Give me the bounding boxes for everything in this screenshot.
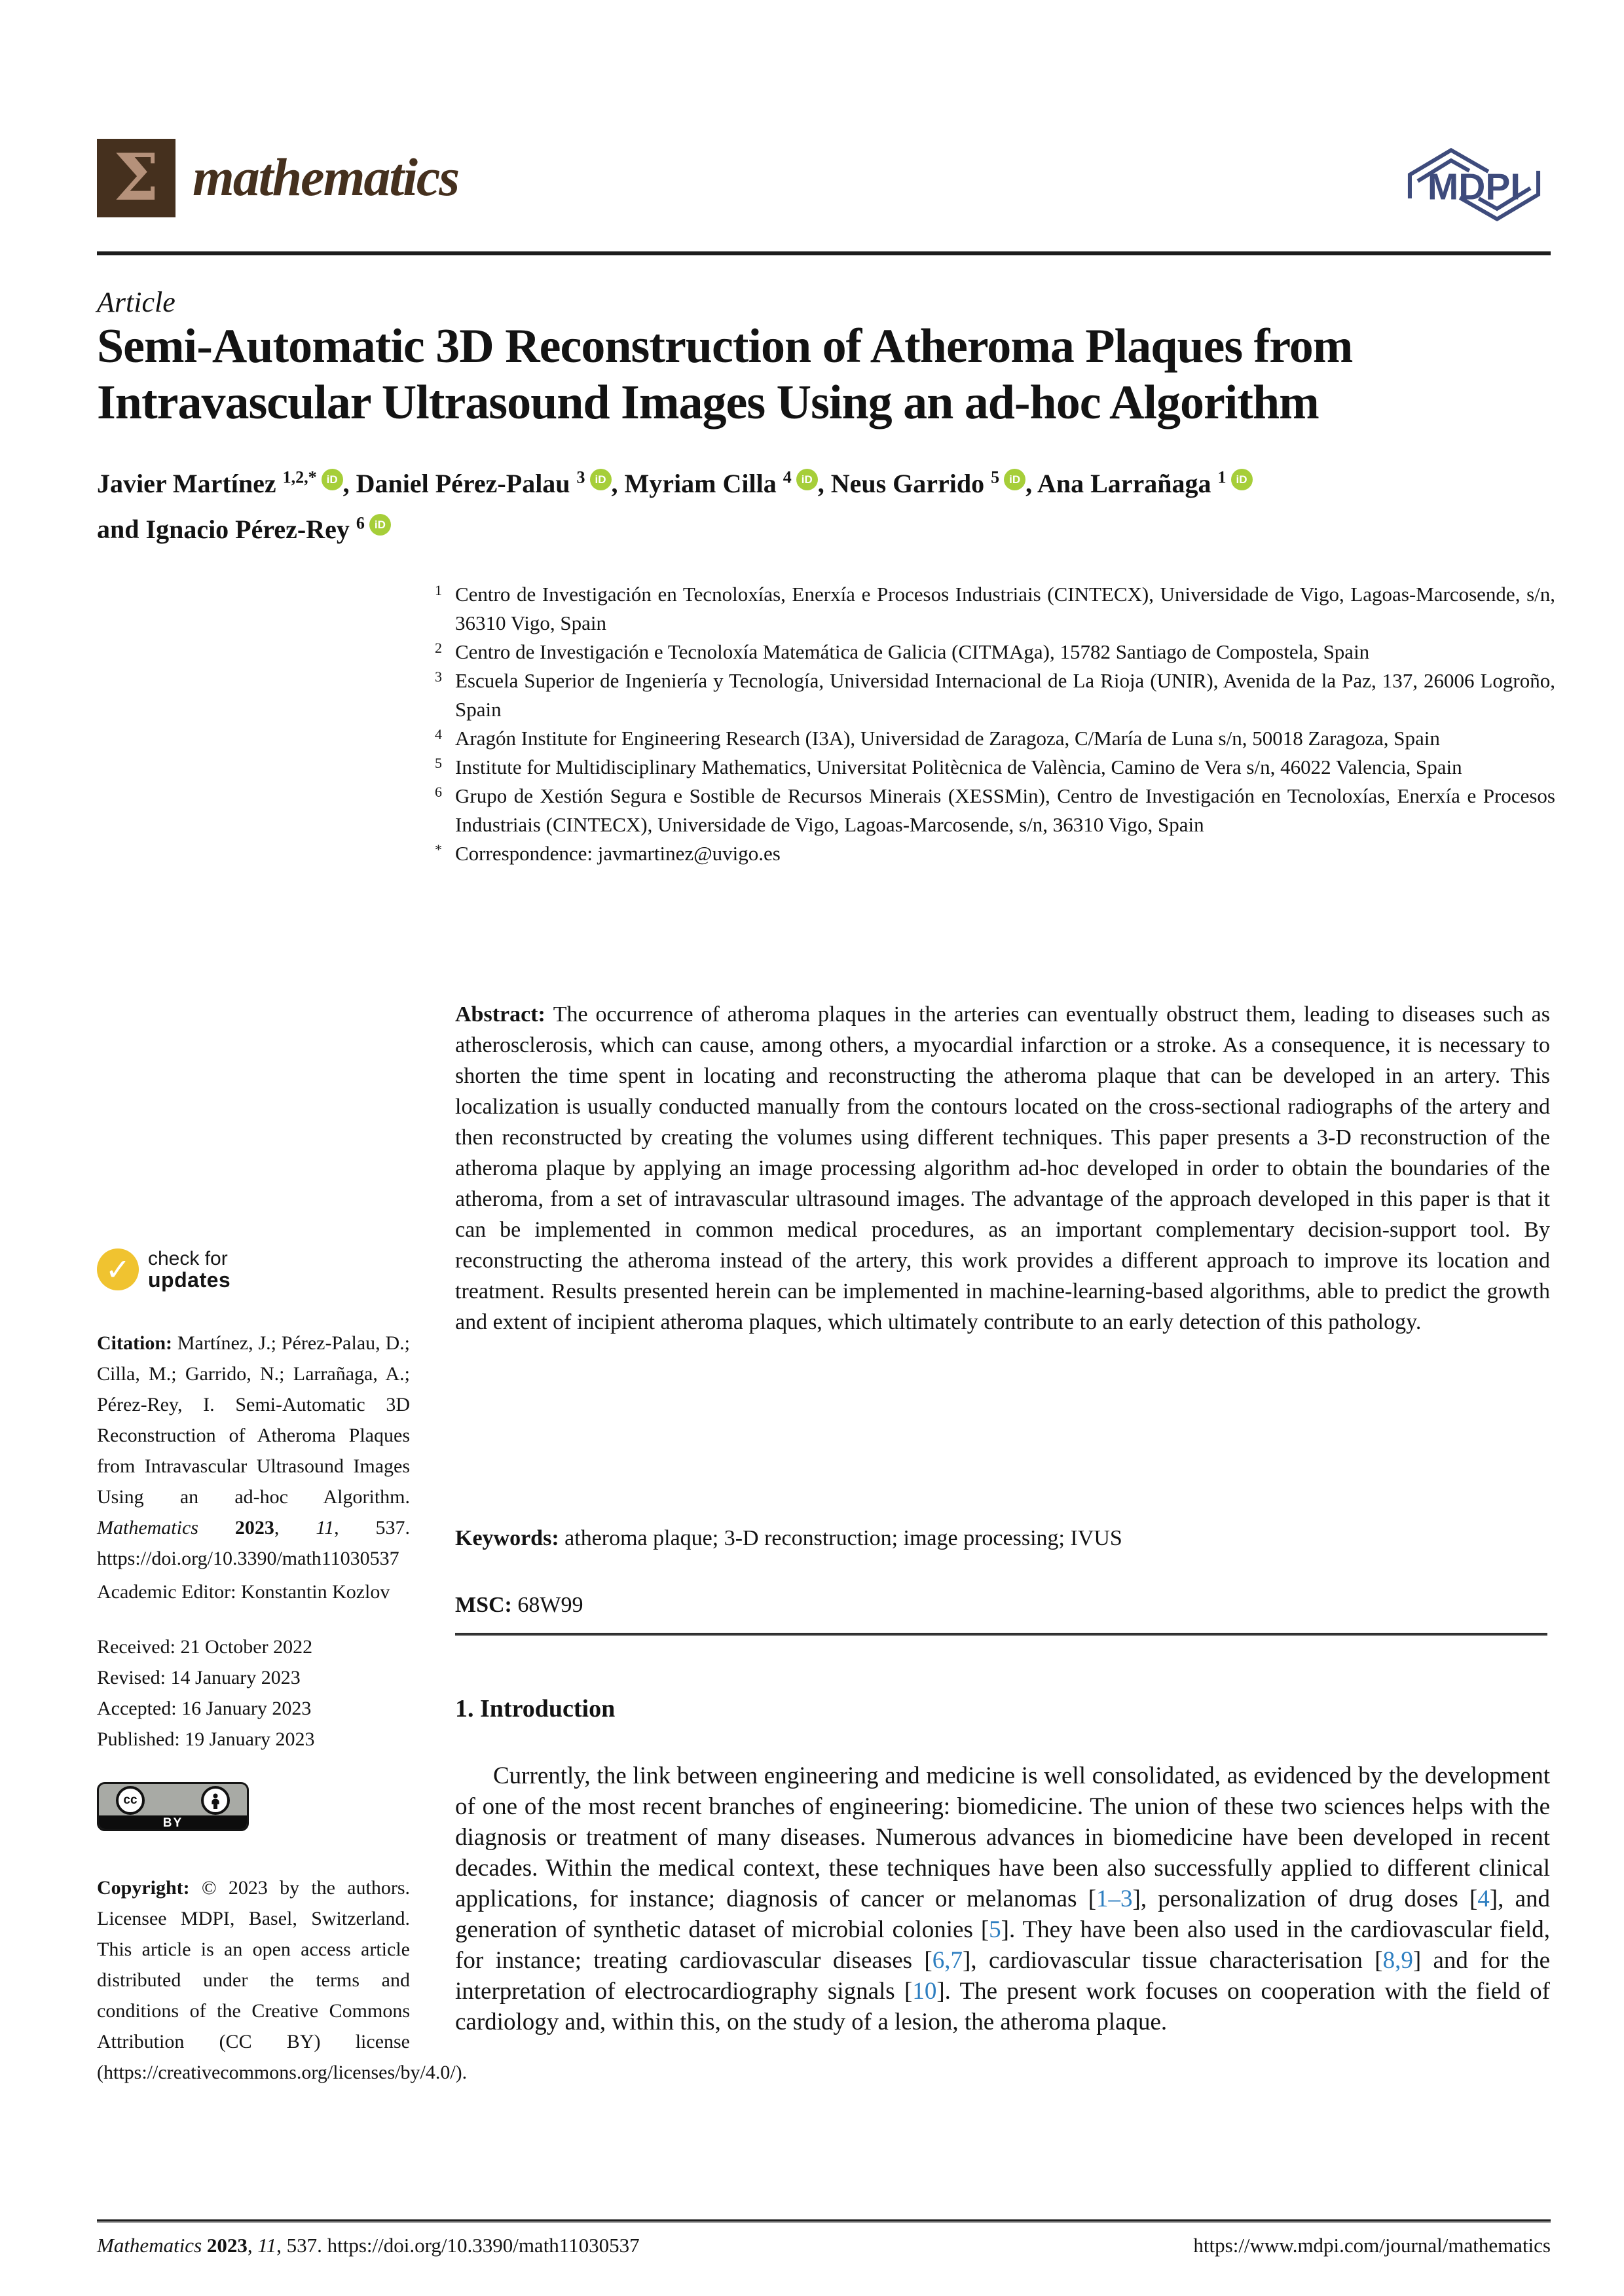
affiliation-number: 1: [435, 582, 442, 598]
revised-date: Revised: 14 January 2023: [97, 1667, 301, 1688]
citation-ref[interactable]: 8,9: [1382, 1947, 1413, 1974]
author-line-2: [97, 503, 1564, 549]
cc-by-label: BY: [99, 1815, 247, 1831]
author-affil-sup: 3: [576, 468, 585, 487]
author: [625, 469, 831, 498]
footer-sep: ,: [247, 2234, 258, 2257]
received-date: Received: 21 October 2022: [97, 1636, 313, 1658]
msc-text: 68W99: [517, 1593, 583, 1617]
intro-text: ], and generation of synthetic dataset of microbial colonies [: [455, 1886, 1550, 1943]
author: [97, 469, 356, 498]
correspondence-label: Correspondence:: [455, 842, 598, 865]
correspondence-text: [455, 839, 1555, 868]
msc: [455, 1590, 1550, 1620]
citation-ref[interactable]: 1–3: [1096, 1886, 1133, 1912]
affiliation-number: 5: [435, 755, 442, 771]
abstract: [455, 999, 1550, 1338]
footer: [97, 2234, 1551, 2257]
correspondence-row: [393, 839, 1555, 868]
footer-volume: 11: [257, 2234, 277, 2257]
abstract-label: Abstract:: [455, 1002, 553, 1027]
author: [831, 469, 1037, 498]
author-affil-sup: 5: [991, 468, 1000, 487]
affiliation-row: [393, 724, 1555, 753]
sigma-icon: Σ: [113, 140, 159, 215]
accepted-date: Accepted: 16 January 2023: [97, 1698, 312, 1719]
citation-ref[interactable]: 6,7: [932, 1947, 963, 1974]
academic-editor: Academic Editor: Konstantin Kozlov: [97, 1581, 390, 1603]
keywords-label: Keywords:: [455, 1526, 565, 1550]
check-for-updates-badge[interactable]: [97, 1248, 231, 1291]
intro-text: ]. They have been also used in the cardiovascular field, for instance; treating cardiovascular diseases [: [455, 1916, 1550, 1974]
affiliation-text: Centro de Investigación en Tecnoloxías, Enerxía e Procesos Industriais (CINTECX), Universidade de Vigo, Lagoas-Marcosende, s/n, 36310 Vigo, Spain: [455, 583, 1555, 634]
footer-citation[interactable]: [97, 2234, 640, 2257]
check-icon: ✓: [97, 1248, 139, 1290]
footer-doi: , 537. https://doi.org/10.3390/math11030537: [276, 2234, 640, 2257]
affiliation-text: Grupo de Xestión Segura e Sostible de Recursos Minerais (XESSMin), Centro de Investigación en Tecnoloxías, Enerxía e Procesos Industriais (CINTECX), Universidade de Vigo, Lagoas-Marcosende, s/n, 36310 Vigo, Spain: [455, 784, 1555, 836]
citation-block: [97, 1328, 410, 1574]
orcid-icon[interactable]: iD: [369, 514, 391, 536]
author-separator: ,: [342, 469, 356, 499]
intro-text: ] and for the interpretation of electrocardiography signals [: [455, 1947, 1550, 2005]
footer-year: 2023: [206, 2234, 248, 2257]
affiliation-number: 6: [435, 784, 442, 800]
author-name: Ana Larrañaga: [1037, 469, 1211, 499]
published-date: Published: 19 January 2023: [97, 1728, 315, 1750]
header-rule: [97, 251, 1551, 255]
title-line-1: Semi-Automatic 3D Reconstruction of Atheroma Plaques from: [97, 319, 1353, 373]
citation-volume: 11: [316, 1517, 335, 1539]
author-affil-sup: 6: [356, 513, 365, 533]
check-updates-label: [148, 1248, 231, 1291]
affiliation-text: Aragón Institute for Engineering Research (I3A), Universidad de Zaragoza, C/María de Luna s/n, 50018 Zaragoza, Spain: [455, 727, 1440, 750]
journal-logo: [97, 139, 175, 217]
check-updates-line2: updates: [148, 1268, 231, 1292]
author: [356, 469, 625, 498]
copyright-text: © 2023 by the authors. Licensee MDPI, Basel, Switzerland. This article is an open access article distributed under the terms and conditions of the Creative Commons Attribution (CC BY) license (https://creativecommons.org/licenses/by/4.0/).: [97, 1877, 468, 2083]
citation-label: Citation:: [97, 1332, 177, 1354]
orcid-icon[interactable]: iD: [796, 469, 818, 490]
citation-journal: Mathematics: [97, 1517, 235, 1539]
footer-journal-url[interactable]: https://www.mdpi.com/journal/mathematics: [1193, 2234, 1551, 2257]
author: [146, 515, 391, 544]
affiliation-text: Escuela Superior de Ingeniería y Tecnología, Universidad Internacional de La Rioja (UNIR), Avenida de la Paz, 137, 26006 Logroño, Spain: [455, 669, 1555, 721]
keywords-text: atheroma plaque; 3-D reconstruction; image processing; IVUS: [564, 1526, 1122, 1550]
dates-list: [97, 1631, 410, 1755]
copyright-label: Copyright:: [97, 1877, 202, 1899]
article-type: Article: [97, 286, 175, 318]
abstract-text: The occurrence of atheroma plaques in the arteries can eventually obstruct them, leading to diseases such as atherosclerosis, which can cause, among others, a myocardial infarction or a stroke. As a consequence, it is necessary to shorten the time spent in locating and reconstructing the atheroma plaque that can be developed in an artery. This localization is usually conducted manually from the contours located on the cross-sectional radiographs of the artery and then reconstructed by creating the volumes using different techniques. This paper presents a 3-D reconstruction of the atheroma plaque by applying an image processing algorithm ad-hoc developed in order to obtain the boundaries of the atheroma, from a set of intravascular ultrasound images. The advantage of the approach developed in this paper is that it can be implemented in common medical procedures, as an important complementary decision-support tool. By reconstructing the atheroma instead of the artery, this work provides a different approach to improve its location and treatment. Results presented herein can be implemented in machine-learning-based algorithms, able to predict the growth and extent of incipient atheroma plaques, which ultimately contribute to an early detection of this pathology.: [455, 1002, 1550, 1334]
cc-by-person-icon: [201, 1786, 230, 1815]
author-line-1: [97, 458, 1564, 503]
mdpi-logo: [1399, 143, 1549, 227]
affiliation-number: 4: [435, 726, 442, 742]
affiliation-number: 3: [435, 668, 442, 685]
author-name: Neus Garrido: [830, 469, 985, 499]
intro-text: Currently, the link between engineering and medicine is well consolidated, as evidenced by the development of one of the most recent branches of engineering: biomedicine. The union of these two sciences helps with the diagnosis or treatment of many diseases. Numerous advances in biomedicine have been developed in recent decades. Within the medical context, these techniques have been also successfully applied to different clinical applications, for instance; diagnosis of cancer or melanomas [: [455, 1762, 1550, 1912]
author-name: Daniel Pérez-Palau: [356, 469, 570, 499]
citation-sep: ,: [274, 1517, 316, 1539]
mdpi-wordmark: MDPI: [1427, 166, 1521, 208]
page-title: [97, 318, 1564, 431]
intro-text: ], personalization of drug doses [: [1132, 1886, 1478, 1912]
correspondence-email[interactable]: javmartinez@uvigo.es: [597, 842, 781, 865]
cc-icon: cc: [116, 1786, 145, 1815]
intro-text: ], cardiovascular tissue characterisation [: [963, 1947, 1383, 1974]
author-separator: ,: [817, 469, 831, 499]
affiliation-list: [393, 580, 1555, 868]
author: [1037, 469, 1253, 498]
orcid-icon[interactable]: iD: [1004, 469, 1025, 490]
author-separator: ,: [1025, 469, 1037, 499]
citation-doi: , 537. https://doi.org/10.3390/math11030537: [97, 1517, 411, 1569]
introduction-paragraph: [455, 1760, 1550, 2037]
front-matter-rule: [455, 1633, 1547, 1636]
check-updates-line1: check for: [148, 1248, 228, 1269]
author-list: [97, 458, 1564, 549]
intro-text: ]. The present work focuses on cooperation with the field of cardiology and, within this, on the study of a lesion, the atheroma plaque.: [455, 1978, 1550, 2035]
affiliation-row: [393, 753, 1555, 782]
author-name: Myriam Cilla: [624, 469, 777, 499]
msc-label: MSC:: [455, 1593, 518, 1617]
author-separator: ,: [611, 469, 625, 499]
journal-name: mathematics: [193, 147, 459, 207]
affiliation-row: [393, 638, 1555, 666]
citation-ref[interactable]: 10: [912, 1978, 937, 2005]
cc-license-badge[interactable]: [97, 1782, 249, 1831]
copyright-block: [97, 1872, 468, 2088]
affiliation-row: [393, 580, 1555, 638]
citation-ref[interactable]: 4: [1477, 1886, 1490, 1912]
author-and: and: [97, 514, 146, 544]
orcid-icon[interactable]: iD: [590, 469, 612, 490]
affiliation-row: [393, 666, 1555, 724]
orcid-icon[interactable]: iD: [322, 469, 343, 490]
title-line-2: Intravascular Ultrasound Images Using an ad-hoc Algorithm: [97, 376, 1319, 429]
citation-ref[interactable]: 5: [989, 1916, 1001, 1943]
orcid-icon[interactable]: iD: [1231, 469, 1253, 490]
author-name: Javier Martínez: [97, 469, 276, 499]
affiliation-text: Centro de Investigación e Tecnoloxía Matemática de Galicia (CITMAga), 15782 Santiago de Compostela, Spain: [455, 640, 1370, 663]
affiliation-row: [393, 782, 1555, 839]
author-affil-sup: 1: [1217, 468, 1227, 487]
section-heading-introduction: 1. Introduction: [455, 1695, 616, 1722]
affiliation-number: 2: [435, 640, 442, 656]
affiliation-text: Institute for Multidisciplinary Mathematics, Universitat Politècnica de València, Camino de Vera s/n, 46022 Valencia, Spain: [455, 756, 1462, 778]
footer-rule: [97, 2219, 1551, 2223]
correspondence-mark: *: [435, 841, 442, 858]
keywords: [455, 1523, 1550, 1554]
author-name: Ignacio Pérez-Rey: [145, 514, 350, 544]
cc-badge-top: [99, 1784, 247, 1815]
citation-year: 2023: [234, 1517, 274, 1539]
citation-text: Martínez, J.; Pérez-Palau, D.; Cilla, M.; Garrido, N.; Larrañaga, A.; Pérez-Rey, I. Semi-Automatic 3D Reconstruction of Atheroma Plaques from Intravascular Ultrasound Images Using an ad-hoc Algorithm.: [97, 1332, 410, 1508]
author-affil-sup: 1,2,*: [282, 468, 317, 487]
footer-journal: Mathematics: [97, 2234, 207, 2257]
author-affil-sup: 4: [783, 468, 792, 487]
